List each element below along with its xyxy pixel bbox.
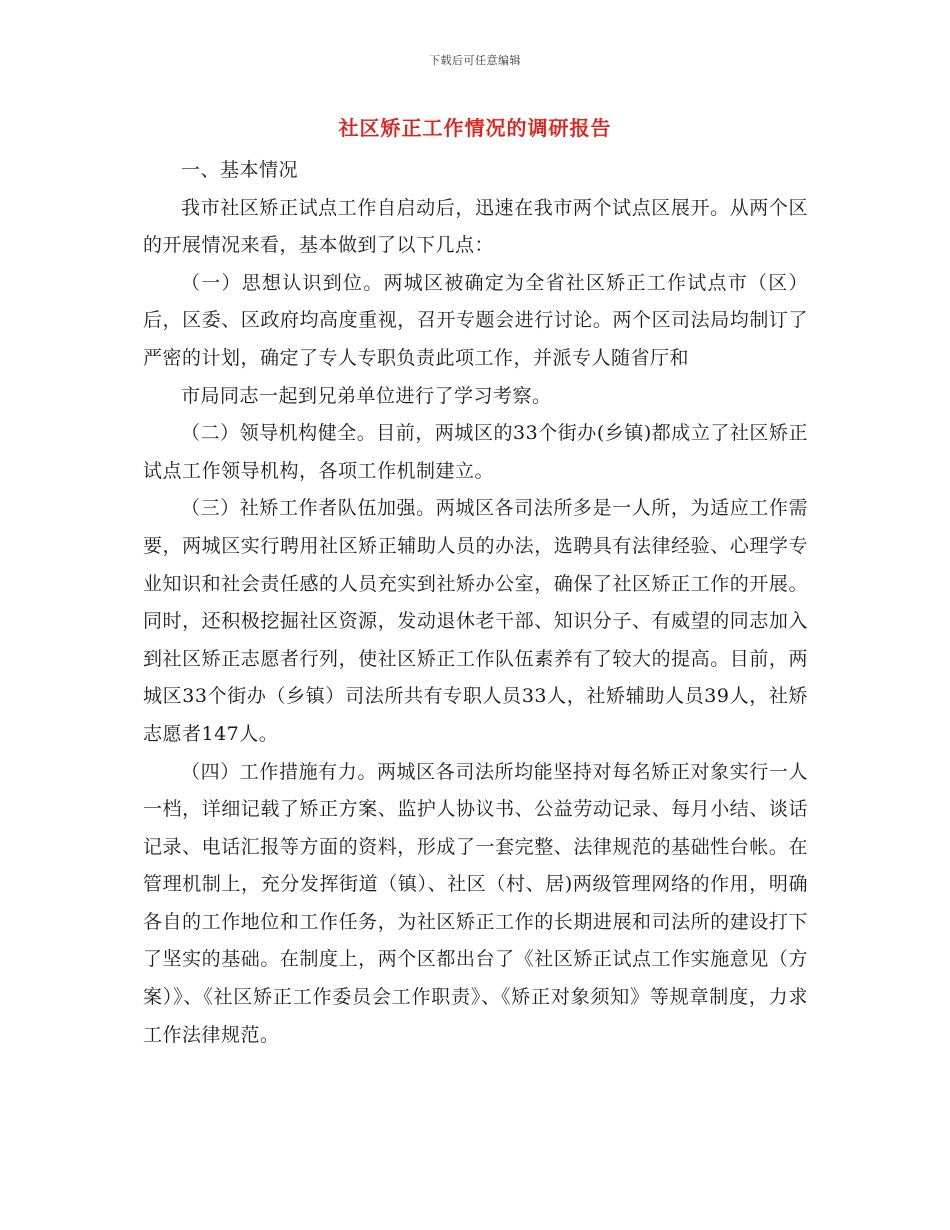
document-body bbox=[143, 152, 808, 1054]
paragraph-point-1: （一）思想认识到位。两城区被确定为全省社区矫正工作试点市（区）后，区委、区政府均高度重视，召开专题会进行讨论。两个区司法局均制订了严密的计划，确定了专人专职负责此项工作，并派专人随省厅和 bbox=[143, 271, 808, 369]
header-note: 下载后可任意编辑 bbox=[429, 54, 521, 67]
paragraph-point-3: （三）社矫工作者队伍加强。两城区各司法所多是一人所，为适应工作需要，两城区实行聘用社区矫正辅助人员的办法，选聘具有法律经验、心理学专业知识和社会责任感的人员充实到社矫办公室，确保了社区矫正工作的开展。同时，还积极挖掘社区资源，发动退休老干部、知识分子、有威望的同志加入到社区矫正志愿者行列，使社区矫正工作队伍素养有了较大的提高。目前，两城区33个街办（乡镇）司法所共有专职人员33人，社矫辅助人员39人，社矫志愿者147人。 bbox=[143, 497, 808, 745]
document-title: 社区矫正工作情况的调研报告 bbox=[338, 116, 612, 140]
paragraph-point-4: （四）工作措施有力。两城区各司法所均能坚持对每名矫正对象实行一人一档，详细记载了矫正方案、监护人协议书、公益劳动记录、每月小结、谈话记录、电话汇报等方面的资料，形成了一套完整、法律规范的基础性台帐。在管理机制上，充分发挥街道（镇）、社区（村、居)两级管理网络的作用，明确各自的工作地位和工作任务，为社区矫正工作的长期进展和司法所的建设打下了坚实的基础。在制度上，两个区都出台了《社区矫正试点工作实施意见（方案）》、《社区矫正工作委员会工作职责》、《矫正对象须知》等规章制度，力求工作法律规范。 bbox=[143, 760, 808, 1046]
paragraph-point-1-continued: 市局同志一起到兄弟单位进行了学习考察。 bbox=[181, 384, 552, 407]
paragraph-intro: 我市社区矫正试点工作自启动后，迅速在我市两个试点区展开。从两个区的开展情况来看，基本做到了以下几点： bbox=[143, 196, 808, 257]
paragraph-point-2: （二）领导机构健全。目前，两城区的33个街办(乡镇)都成立了社区矫正试点工作领导机构，各项工作机制建立。 bbox=[143, 422, 808, 482]
section-heading: 一、基本情况 bbox=[181, 159, 299, 181]
